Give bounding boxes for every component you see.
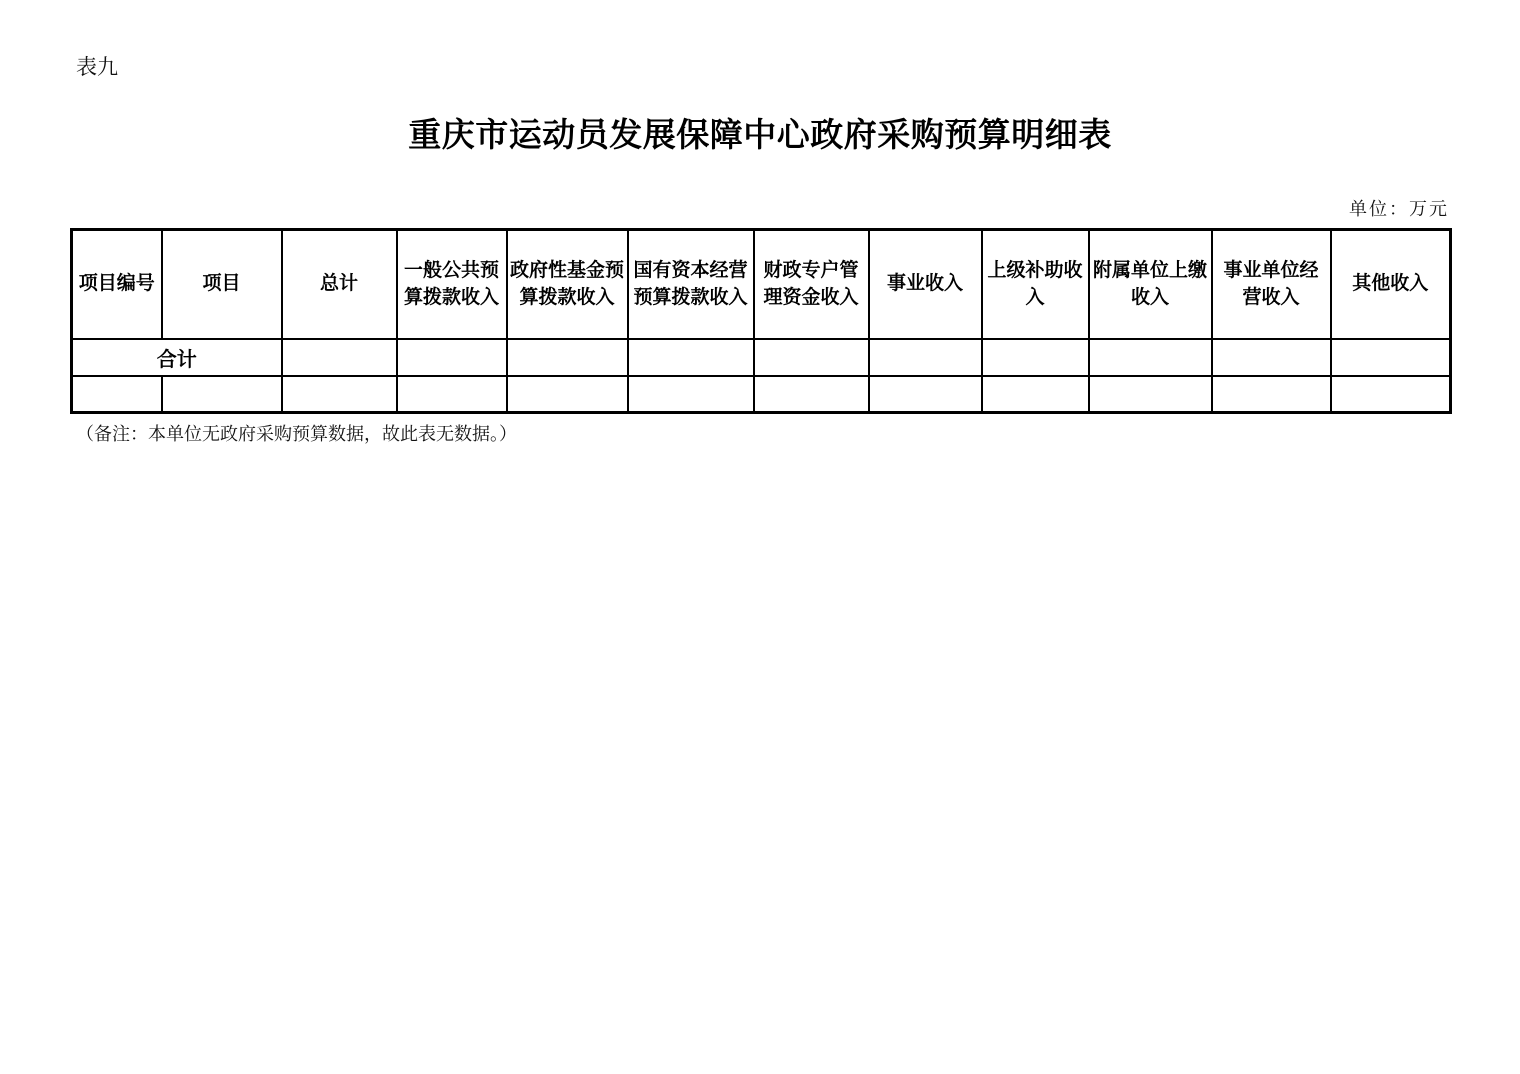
unit-label: 单位：万元 [1349, 199, 1449, 219]
total-cell-grand-total [282, 339, 397, 376]
col-header-state-capital-budget: 国有资本经营预算拨款收入 [628, 230, 754, 339]
empty-cell-grand-total [282, 376, 397, 413]
col-header-project-code: 项目编号 [72, 230, 162, 339]
total-cell-superior-subsidy [982, 339, 1089, 376]
col-header-institution-business: 事业单位经营收入 [1212, 230, 1331, 339]
col-header-operating-income: 事业收入 [869, 230, 982, 339]
col-header-govt-fund-budget: 政府性基金预算拨款收入 [507, 230, 628, 339]
col-header-fiscal-account-funds: 财政专户管理资金收入 [754, 230, 869, 339]
page-title: 重庆市运动员发展保障中心政府采购预算明细表 [408, 118, 1112, 154]
empty-cell-project [162, 376, 282, 413]
table-row-empty [72, 376, 1451, 413]
empty-cell-operating-income [869, 376, 982, 413]
empty-cell-institution-business [1212, 376, 1331, 413]
col-header-grand-total: 总计 [282, 230, 397, 339]
empty-cell-fiscal-account-funds [754, 376, 869, 413]
total-cell-govt-fund-budget [507, 339, 628, 376]
empty-cell-superior-subsidy [982, 376, 1089, 413]
table-row-total [72, 339, 1451, 376]
total-cell-affiliate-remittance [1089, 339, 1212, 376]
col-header-affiliate-remittance: 附属单位上缴收入 [1089, 230, 1212, 339]
total-cell-institution-business [1212, 339, 1331, 376]
table-number-label: 表九 [76, 55, 118, 79]
empty-cell-affiliate-remittance [1089, 376, 1212, 413]
empty-cell-state-capital-budget [628, 376, 754, 413]
procurement-budget-table [70, 228, 1452, 414]
table-header-row [72, 230, 1451, 339]
total-cell-other-income [1331, 339, 1451, 376]
col-header-other-income: 其他收入 [1331, 230, 1451, 339]
empty-cell-govt-fund-budget [507, 376, 628, 413]
col-header-general-public-budget: 一般公共预算拨款收入 [397, 230, 507, 339]
total-cell-state-capital-budget [628, 339, 754, 376]
col-header-superior-subsidy: 上级补助收入 [982, 230, 1089, 339]
empty-cell-other-income [1331, 376, 1451, 413]
col-header-project: 项目 [162, 230, 282, 339]
total-row-label-cell: 合计 [72, 339, 282, 376]
total-cell-general-public-budget [397, 339, 507, 376]
total-cell-operating-income [869, 339, 982, 376]
empty-cell-project-code [72, 376, 162, 413]
empty-cell-general-public-budget [397, 376, 507, 413]
footnote: （备注：本单位无政府采购预算数据，故此表无数据。） [76, 424, 517, 444]
total-cell-fiscal-account-funds [754, 339, 869, 376]
